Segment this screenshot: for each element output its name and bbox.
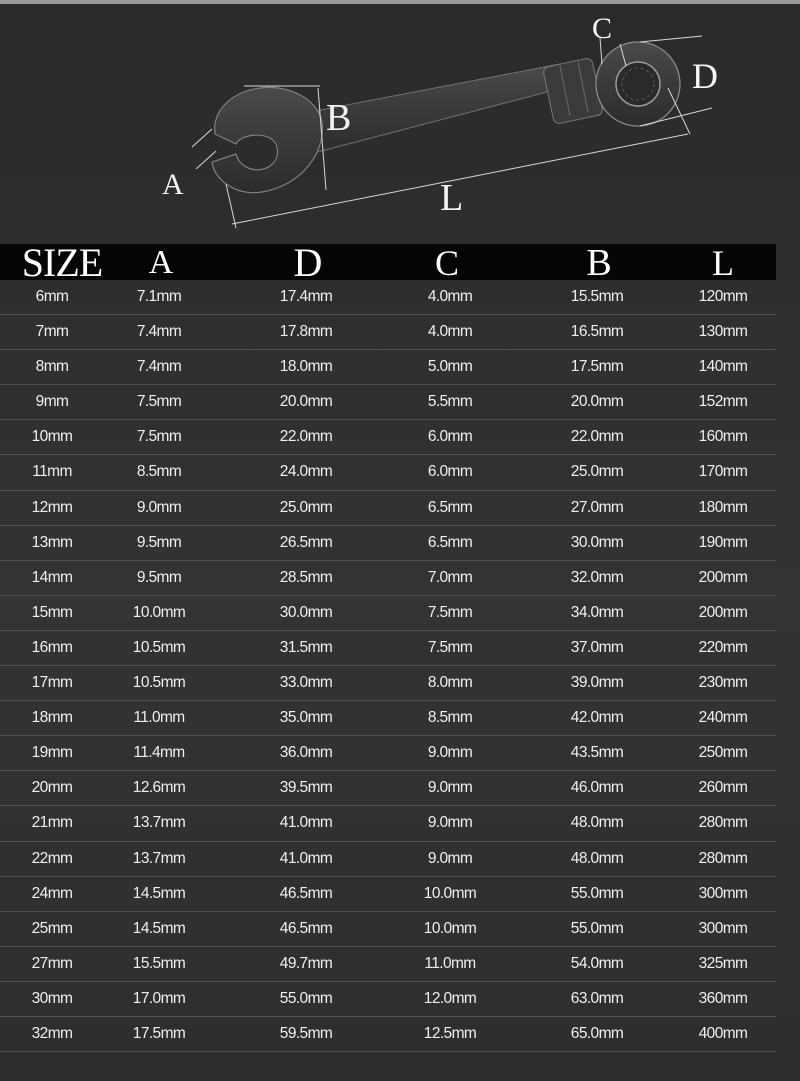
- dim-label-c: C: [592, 12, 613, 45]
- cell-size: 11mm: [32, 463, 72, 481]
- table-header: [0, 240, 776, 285]
- cell-a: 10.0mm: [132, 603, 186, 621]
- cell-size: 16mm: [31, 638, 73, 656]
- cell-a: 11.4mm: [133, 744, 185, 762]
- table-row: [0, 1017, 776, 1052]
- table-row: [0, 877, 776, 912]
- cell-b: 55.0mm: [570, 919, 624, 937]
- cell-size: 21mm: [31, 814, 73, 832]
- cell-d: 46.5mm: [279, 919, 333, 937]
- cell-b: 25.0mm: [570, 463, 624, 481]
- cell-a: 7.4mm: [136, 358, 182, 376]
- cell-a: 13.7mm: [132, 849, 186, 867]
- cell-c: 12.5mm: [423, 1024, 477, 1042]
- table-row: [0, 561, 776, 596]
- cell-c: 8.0mm: [427, 674, 473, 692]
- cell-a: 7.5mm: [136, 428, 182, 446]
- cell-size: 18mm: [31, 709, 73, 727]
- cell-a: 7.4mm: [136, 323, 182, 341]
- table-row: [0, 350, 776, 385]
- cell-a: 14.5mm: [132, 884, 186, 902]
- cell-a: 9.0mm: [136, 498, 182, 516]
- cell-size: 20mm: [31, 779, 73, 797]
- wrench-body: [212, 42, 680, 193]
- cell-a: 10.5mm: [132, 674, 186, 692]
- cell-b: 20.0mm: [570, 393, 624, 411]
- cell-d: 35.0mm: [279, 709, 333, 727]
- table-row: [0, 701, 776, 736]
- cell-b: 42.0mm: [570, 709, 624, 727]
- cell-a: 15.5mm: [132, 954, 186, 972]
- cell-b: 48.0mm: [570, 814, 624, 832]
- cell-c: 4.0mm: [427, 323, 473, 341]
- cell-d: 28.5mm: [279, 568, 333, 586]
- cell-d: 30.0mm: [279, 603, 333, 621]
- cell-c: 6.0mm: [427, 463, 473, 481]
- cell-l: 280mm: [698, 814, 748, 832]
- cell-a: 14.5mm: [132, 919, 186, 937]
- cell-a: 11.0mm: [133, 709, 185, 727]
- cell-d: 41.0mm: [279, 814, 333, 832]
- table-row: [0, 280, 776, 315]
- cell-d: 41.0mm: [279, 849, 333, 867]
- table-row: [0, 631, 776, 666]
- cell-size: 15mm: [31, 603, 73, 621]
- cell-c: 11.0mm: [424, 954, 476, 972]
- cell-l: 152mm: [698, 393, 748, 411]
- cell-l: 200mm: [698, 603, 748, 621]
- table-row: [0, 385, 776, 420]
- cell-size: 8mm: [35, 358, 69, 376]
- cell-size: 25mm: [31, 919, 73, 937]
- cell-c: 8.5mm: [427, 709, 473, 727]
- cell-a: 13.7mm: [132, 814, 186, 832]
- cell-l: 280mm: [698, 849, 748, 867]
- cell-size: 9mm: [35, 393, 69, 411]
- cell-c: 4.0mm: [427, 288, 473, 305]
- cell-b: 16.5mm: [570, 323, 624, 341]
- cell-b: 65.0mm: [570, 1024, 624, 1042]
- cell-c: 6.0mm: [427, 428, 473, 446]
- header-l: L: [712, 243, 734, 283]
- size-table: [0, 280, 776, 1052]
- cell-l: 300mm: [698, 884, 748, 902]
- cell-l: 160mm: [698, 428, 748, 446]
- cell-c: 9.0mm: [427, 849, 473, 867]
- cell-d: 49.7mm: [279, 954, 333, 972]
- cell-a: 10.5mm: [132, 638, 186, 656]
- table-row: [0, 315, 776, 350]
- cell-c: 10.0mm: [423, 919, 477, 937]
- cell-c: 9.0mm: [427, 814, 473, 832]
- cell-b: 63.0mm: [570, 989, 624, 1007]
- cell-d: 18.0mm: [279, 358, 333, 376]
- table-row: [0, 736, 776, 771]
- cell-c: 12.0mm: [423, 989, 477, 1007]
- wrench-diagram-svg: [0, 4, 800, 244]
- cell-size: 32mm: [31, 1024, 73, 1042]
- table-row: [0, 912, 776, 947]
- cell-l: 180mm: [698, 498, 748, 516]
- cell-d: 46.5mm: [279, 884, 333, 902]
- cell-d: 20.0mm: [279, 393, 333, 411]
- cell-b: 46.0mm: [570, 779, 624, 797]
- cell-b: 34.0mm: [570, 603, 624, 621]
- cell-a: 12.6mm: [132, 779, 186, 797]
- cell-size: 6mm: [35, 288, 69, 305]
- cell-size: 30mm: [31, 989, 73, 1007]
- cell-b: 27.0mm: [570, 498, 624, 516]
- cell-d: 17.4mm: [279, 288, 333, 305]
- cell-l: 325mm: [698, 954, 748, 972]
- cell-size: 10mm: [31, 428, 73, 446]
- table-row: [0, 982, 776, 1017]
- cell-d: 22.0mm: [279, 428, 333, 446]
- cell-b: 37.0mm: [570, 638, 624, 656]
- cell-size: 22mm: [31, 849, 73, 867]
- cell-a: 9.5mm: [136, 533, 182, 551]
- wrench-diagram: [0, 4, 800, 244]
- cell-l: 240mm: [698, 709, 748, 727]
- cell-l: 170mm: [698, 463, 748, 481]
- table-row: [0, 455, 776, 490]
- cell-l: 360mm: [698, 989, 748, 1007]
- cell-d: 17.8mm: [279, 323, 333, 341]
- cell-c: 6.5mm: [427, 533, 473, 551]
- cell-l: 130mm: [698, 323, 748, 341]
- cell-c: 9.0mm: [427, 779, 473, 797]
- cell-d: 25.0mm: [279, 498, 333, 516]
- table-row: [0, 806, 776, 841]
- cell-c: 9.0mm: [427, 744, 473, 762]
- cell-size: 24mm: [31, 884, 73, 902]
- cell-c: 7.0mm: [427, 568, 473, 586]
- table-row: [0, 526, 776, 561]
- header-b: B: [586, 242, 612, 284]
- cell-c: 7.5mm: [427, 603, 473, 621]
- cell-a: 9.5mm: [136, 568, 182, 586]
- cell-b: 15.5mm: [570, 288, 624, 305]
- cell-l: 140mm: [698, 358, 748, 376]
- cell-a: 7.1mm: [136, 288, 182, 305]
- table-row: [0, 842, 776, 877]
- cell-c: 5.0mm: [427, 358, 473, 376]
- cell-c: 7.5mm: [427, 638, 473, 656]
- cell-l: 260mm: [698, 779, 748, 797]
- cell-b: 32.0mm: [570, 568, 624, 586]
- header-size: SIZE: [21, 240, 103, 285]
- header-c: C: [434, 243, 460, 283]
- cell-l: 300mm: [698, 919, 748, 937]
- table-row: [0, 491, 776, 526]
- cell-l: 200mm: [698, 568, 748, 586]
- cell-c: 6.5mm: [427, 498, 473, 516]
- cell-b: 48.0mm: [570, 849, 624, 867]
- cell-l: 120mm: [698, 288, 748, 305]
- dim-label-b: B: [326, 97, 352, 139]
- cell-d: 39.5mm: [279, 779, 333, 797]
- cell-c: 10.0mm: [423, 884, 477, 902]
- header-a: A: [148, 244, 174, 281]
- cell-l: 400mm: [698, 1024, 748, 1042]
- dim-label-l: L: [440, 177, 464, 219]
- table-row: [0, 420, 776, 455]
- cell-a: 7.5mm: [136, 393, 182, 411]
- cell-b: 30.0mm: [570, 533, 624, 551]
- cell-d: 24.0mm: [279, 463, 333, 481]
- cell-b: 22.0mm: [570, 428, 624, 446]
- table-row: [0, 666, 776, 701]
- cell-l: 220mm: [698, 638, 748, 656]
- cell-a: 8.5mm: [136, 463, 182, 481]
- header-d: D: [293, 240, 323, 285]
- cell-b: 43.5mm: [570, 744, 624, 762]
- dim-label-a: A: [162, 168, 184, 201]
- dim-label-d: D: [692, 56, 718, 96]
- cell-d: 55.0mm: [279, 989, 333, 1007]
- cell-a: 17.5mm: [132, 1024, 186, 1042]
- table-row: [0, 596, 776, 631]
- cell-l: 230mm: [698, 674, 748, 692]
- cell-d: 26.5mm: [279, 533, 333, 551]
- cell-size: 12mm: [31, 498, 73, 516]
- cell-c: 5.5mm: [427, 393, 473, 411]
- cell-b: 55.0mm: [570, 884, 624, 902]
- table-row: [0, 771, 776, 806]
- cell-size: 17mm: [31, 674, 73, 692]
- cell-b: 39.0mm: [570, 674, 624, 692]
- table-row: [0, 947, 776, 982]
- cell-l: 250mm: [698, 744, 748, 762]
- cell-size: 7mm: [35, 323, 69, 341]
- cell-d: 33.0mm: [279, 674, 333, 692]
- cell-d: 59.5mm: [279, 1024, 333, 1042]
- cell-d: 31.5mm: [279, 638, 333, 656]
- cell-d: 36.0mm: [279, 744, 333, 762]
- cell-size: 14mm: [31, 568, 73, 586]
- cell-l: 190mm: [698, 533, 748, 551]
- cell-size: 19mm: [31, 744, 73, 762]
- cell-size: 27mm: [31, 954, 73, 972]
- cell-b: 54.0mm: [570, 954, 624, 972]
- cell-a: 17.0mm: [132, 989, 186, 1007]
- cell-b: 17.5mm: [570, 358, 624, 376]
- cell-size: 13mm: [31, 533, 73, 551]
